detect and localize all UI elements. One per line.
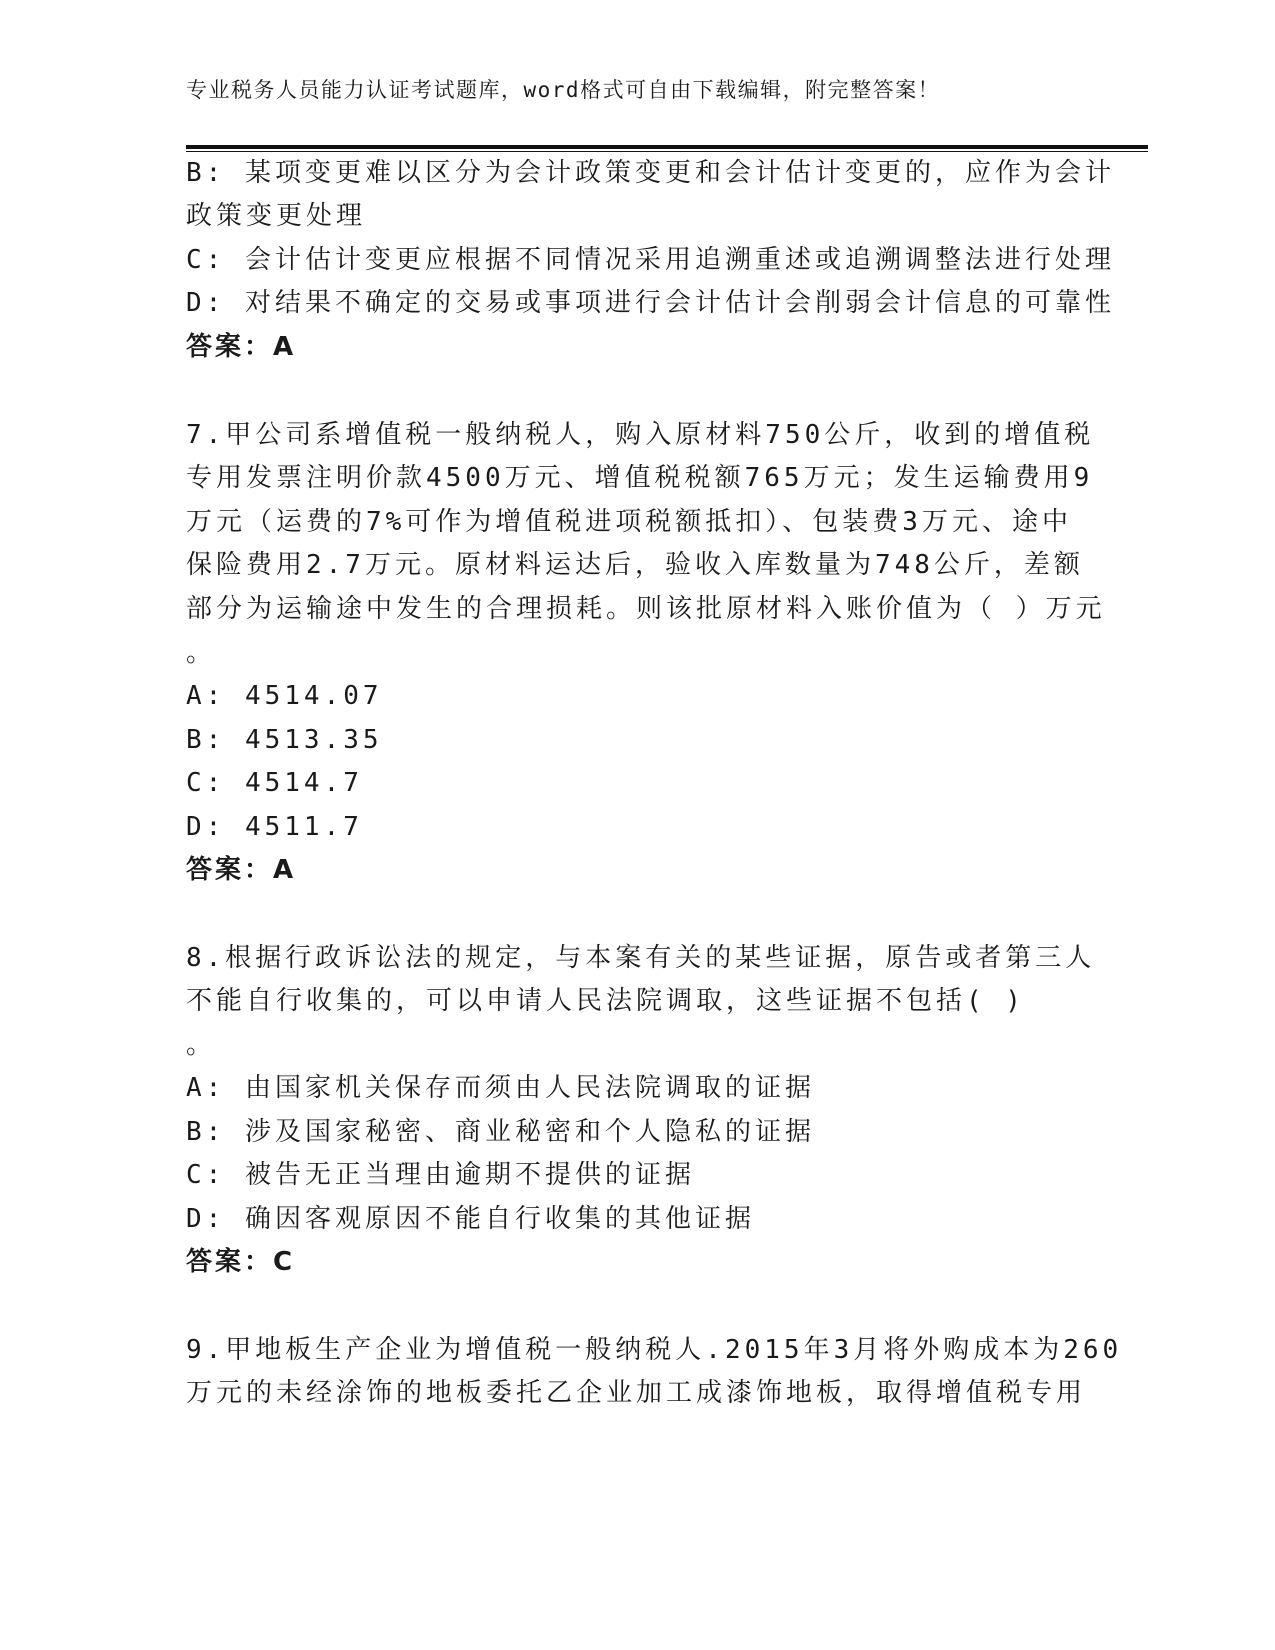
q8-option-a: A: 由国家机关保存而须由人民法院调取的证据	[186, 1073, 815, 1103]
q7-stem-line5: 部分为运输途中发生的合理损耗。则该批原材料入账价值为（ ）万元	[186, 594, 1106, 624]
q8-stem-line2: 不能自行收集的，可以申请人民法院调取，这些证据不包括( )	[186, 986, 1025, 1016]
q6-option-b-line2: 政策变更处理	[186, 201, 367, 231]
q7-stem-line1: 7.甲公司系增值税一般纳税人，购入原材料750公斤，收到的增值税	[186, 420, 1095, 450]
q6-option-c: C: 会计估计变更应根据不同情况采用追溯重述或追溯调整法进行处理	[186, 245, 1115, 275]
q7-option-d: D: 4511.7	[186, 812, 363, 842]
q8-stem-line3: 。	[186, 1030, 217, 1060]
q8-stem-line1: 8.根据行政诉讼法的规定，与本案有关的某些证据，原告或者第三人	[186, 943, 1096, 973]
q7-option-c: C: 4514.7	[186, 768, 363, 798]
q7-answer: 答案：A	[186, 855, 297, 885]
q7-stem-line6: 。	[186, 638, 217, 668]
header-rule-thick	[186, 145, 1148, 149]
header-rule-thin	[186, 151, 1148, 152]
q7-option-a: A: 4514.07	[186, 681, 383, 711]
q8-option-c: C: 被告无正当理由逾期不提供的证据	[186, 1160, 695, 1190]
q8-option-b: B: 涉及国家秘密、商业秘密和个人隐私的证据	[186, 1117, 815, 1147]
q7-stem-line3: 万元（运费的7%可作为增值税进项税额抵扣）、包装费3万元、途中	[186, 507, 1072, 537]
q9-stem-line1: 9.甲地板生产企业为增值税一般纳税人.2015年3月将外购成本为260	[186, 1335, 1123, 1365]
q7-stem-line2: 专用发票注明价款4500万元、增值税税额765万元；发生运输费用9	[186, 463, 1094, 493]
q6-option-d: D: 对结果不确定的交易或事项进行会计估计会削弱会计信息的可靠性	[186, 288, 1115, 318]
q8-answer: 答案：C	[186, 1247, 296, 1277]
q7-option-b: B: 4513.35	[186, 725, 383, 755]
page-header: 专业税务人员能力认证考试题库，word格式可自由下载编辑，附完整答案！	[186, 78, 941, 102]
q9-stem-line2: 万元的未经涂饰的地板委托乙企业加工成漆饰地板，取得增值税专用	[186, 1378, 1087, 1408]
q6-option-b-line1: B: 某项变更难以区分为会计政策变更和会计估计变更的，应作为会计	[186, 158, 1115, 188]
q7-stem-line4: 保险费用2.7万元。原材料运达后，验收入库数量为748公斤，差额	[186, 550, 1084, 580]
q8-option-d: D: 确因客观原因不能自行收集的其他证据	[186, 1204, 755, 1234]
q6-answer: 答案：A	[186, 332, 297, 362]
